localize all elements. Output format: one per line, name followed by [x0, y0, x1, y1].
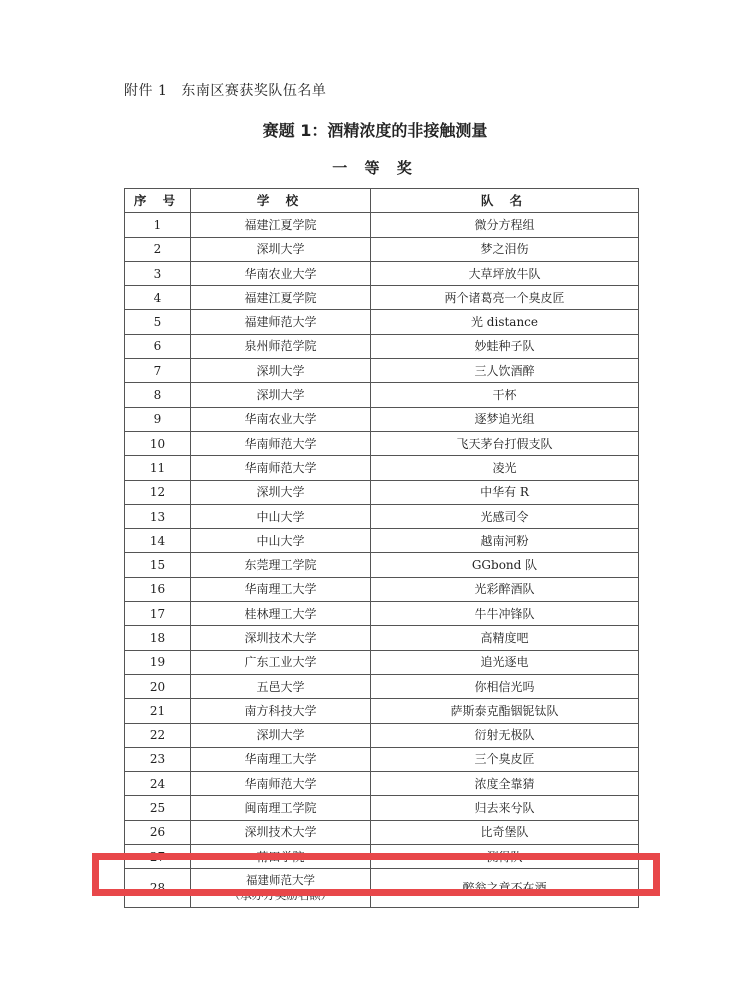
header-number: 序 号 [125, 189, 191, 213]
row-school: 华南农业大学 [191, 407, 371, 431]
row-school: 闽南理工学院 [191, 796, 371, 820]
row-number: 2 [125, 237, 191, 261]
table-row [125, 504, 639, 528]
row-number: 5 [125, 310, 191, 334]
header-school: 学 校 [191, 189, 371, 213]
row-team: 梦之泪伤 [371, 237, 639, 261]
table-row [125, 261, 639, 285]
row-team: 醉翁之意不在酒 [371, 869, 639, 908]
row-school: 深圳技术大学 [191, 626, 371, 650]
row-school [191, 869, 371, 908]
table-row [125, 431, 639, 455]
table-row [125, 626, 639, 650]
row-number: 24 [125, 772, 191, 796]
row-school: 福建江夏学院 [191, 286, 371, 310]
row-school: 华南师范大学 [191, 431, 371, 455]
row-school: 华南师范大学 [191, 456, 371, 480]
row-number: 8 [125, 383, 191, 407]
table-row [125, 723, 639, 747]
row-school: 广东工业大学 [191, 650, 371, 674]
table-row [125, 456, 639, 480]
table-row [125, 480, 639, 504]
row-team: 牛牛冲锋队 [371, 602, 639, 626]
row-number: 22 [125, 723, 191, 747]
row-school: 中山大学 [191, 529, 371, 553]
table-row [125, 286, 639, 310]
header-team: 队 名 [371, 189, 639, 213]
row-team: 妙蛙种子队 [371, 334, 639, 358]
row-school: 深圳大学 [191, 723, 371, 747]
row-number: 16 [125, 577, 191, 601]
page-title: 赛题 1：酒精浓度的非接触测量 [262, 121, 488, 140]
row-number: 1 [125, 213, 191, 237]
table-row [125, 796, 639, 820]
table-row [125, 334, 639, 358]
row-team: 浓度全靠猜 [371, 772, 639, 796]
table-row [125, 407, 639, 431]
row-number: 21 [125, 699, 191, 723]
row-number: 12 [125, 480, 191, 504]
table-row [125, 699, 639, 723]
table-row [125, 602, 639, 626]
row-team: 测得队 [371, 845, 639, 869]
row-school: 南方科技大学 [191, 699, 371, 723]
row-number: 28 [125, 869, 191, 908]
row-number: 27 [125, 845, 191, 869]
row-number: 23 [125, 747, 191, 771]
row-number: 6 [125, 334, 191, 358]
row-team: GGbond 队 [371, 553, 639, 577]
row-number: 9 [125, 407, 191, 431]
table-header-row [125, 189, 639, 213]
row-school: 深圳技术大学 [191, 820, 371, 844]
row-team: 三人饮酒醉 [371, 359, 639, 383]
row-number: 26 [125, 820, 191, 844]
row-number: 19 [125, 650, 191, 674]
row-school: 华南师范大学 [191, 772, 371, 796]
row-team: 大草坪放牛队 [371, 261, 639, 285]
row-team: 萨斯泰克酯铟铌钛队 [371, 699, 639, 723]
table-row [125, 869, 639, 908]
row-school: 华南农业大学 [191, 261, 371, 285]
table-row [125, 553, 639, 577]
table-row [125, 674, 639, 698]
row-school: 深圳大学 [191, 383, 371, 407]
table-row [125, 650, 639, 674]
row-number: 7 [125, 359, 191, 383]
row-team: 凌光 [371, 456, 639, 480]
row-team: 飞天茅台打假支队 [371, 431, 639, 455]
row-team: 比奇堡队 [371, 820, 639, 844]
row-number: 18 [125, 626, 191, 650]
table-row [125, 359, 639, 383]
row-number: 20 [125, 674, 191, 698]
table-row [125, 577, 639, 601]
row-school-note: （承办方奖励名额） [228, 888, 333, 903]
row-team: 衍射无极队 [371, 723, 639, 747]
row-school: 莆田学院 [191, 845, 371, 869]
row-number: 13 [125, 504, 191, 528]
row-team: 光彩醉酒队 [371, 577, 639, 601]
table-row [125, 237, 639, 261]
row-team: 中华有 R [371, 480, 639, 504]
row-team: 光 distance [371, 310, 639, 334]
row-team: 越南河粉 [371, 529, 639, 553]
row-school-name: 福建师范大学 [246, 873, 315, 888]
row-school: 华南理工大学 [191, 577, 371, 601]
row-school: 福建江夏学院 [191, 213, 371, 237]
row-number: 14 [125, 529, 191, 553]
row-team: 两个诸葛亮一个臭皮匠 [371, 286, 639, 310]
table-row [125, 529, 639, 553]
awards-table [124, 188, 639, 908]
row-school: 深圳大学 [191, 237, 371, 261]
row-school: 深圳大学 [191, 359, 371, 383]
row-number: 25 [125, 796, 191, 820]
row-school: 深圳大学 [191, 480, 371, 504]
row-team: 微分方程组 [371, 213, 639, 237]
row-number: 11 [125, 456, 191, 480]
row-school: 中山大学 [191, 504, 371, 528]
row-school: 泉州师范学院 [191, 334, 371, 358]
attachment-heading [124, 80, 326, 100]
row-team: 光感司令 [371, 504, 639, 528]
row-school: 华南理工大学 [191, 747, 371, 771]
row-team: 三个臭皮匠 [371, 747, 639, 771]
table-row [125, 310, 639, 334]
row-school: 桂林理工大学 [191, 602, 371, 626]
row-number: 15 [125, 553, 191, 577]
row-school: 东莞理工学院 [191, 553, 371, 577]
attachment-title: 东南区赛获奖队伍名单 [181, 83, 327, 99]
row-school: 五邑大学 [191, 674, 371, 698]
row-team: 高精度吧 [371, 626, 639, 650]
row-school: 福建师范大学 [191, 310, 371, 334]
row-team: 干杯 [371, 383, 639, 407]
table-row [125, 213, 639, 237]
row-team: 逐梦追光组 [371, 407, 639, 431]
table-row [125, 772, 639, 796]
row-team: 追光逐电 [371, 650, 639, 674]
attachment-label: 附件 1 [124, 83, 168, 99]
prize-level: 一 等 奖 [332, 159, 418, 177]
row-number: 4 [125, 286, 191, 310]
row-team: 你相信光吗 [371, 674, 639, 698]
table-row [125, 845, 639, 869]
row-number: 10 [125, 431, 191, 455]
row-team: 归去来兮队 [371, 796, 639, 820]
row-number: 3 [125, 261, 191, 285]
table-row [125, 747, 639, 771]
table-row [125, 820, 639, 844]
row-number: 17 [125, 602, 191, 626]
table-row [125, 383, 639, 407]
